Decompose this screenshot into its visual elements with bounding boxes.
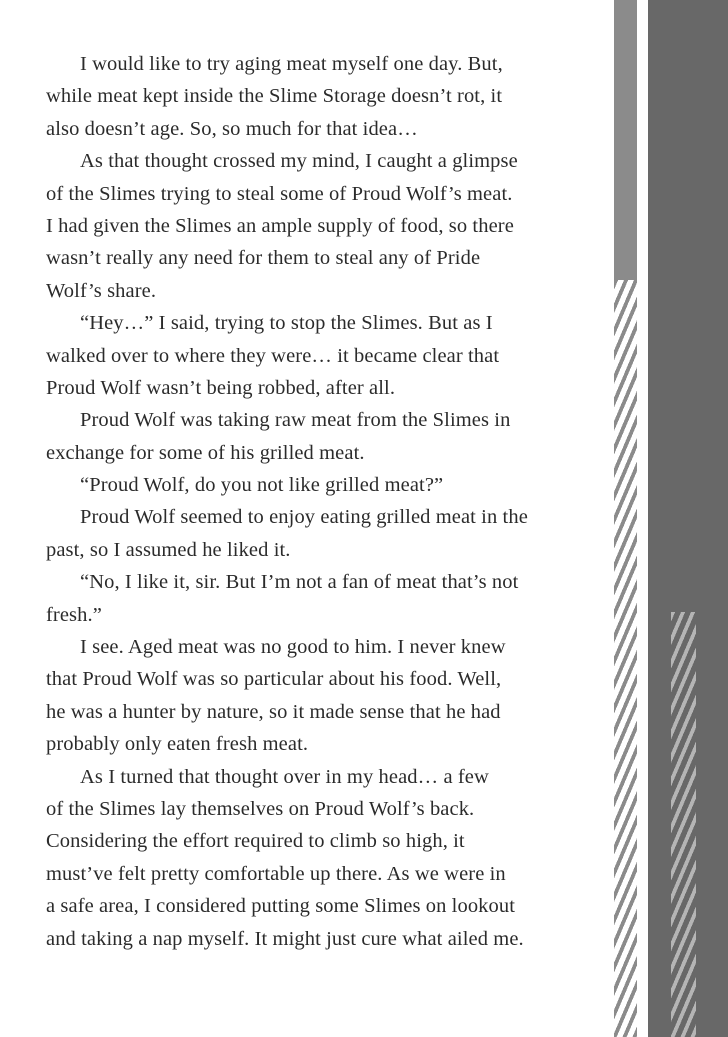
text-line: Wolf’s share. (46, 279, 157, 302)
text-line: As that thought crossed my mind, I caught a glimpse (80, 150, 518, 173)
column-hatched-band (671, 612, 696, 1037)
text-line: Proud Wolf was taking raw meat from the Slimes in (80, 409, 511, 432)
text-line: walked over to where they were… it became clear that (46, 344, 500, 367)
text-line: I had given the Slimes an ample supply of food, so there (46, 214, 514, 237)
text-line: Proud Wolf seemed to enjoy eating grilled meat in the (80, 506, 528, 529)
text-line: must’ve felt pretty comfortable up there. As we were in (46, 862, 506, 885)
text-line: I would like to try aging meat myself one day. But, (80, 53, 503, 75)
text-line: he was a hunter by nature, so it made sense that he had (46, 700, 501, 723)
text-line: fresh.” (46, 603, 102, 626)
text-line: a safe area, I considered putting some Slimes on lookout (46, 895, 516, 918)
side-strip-hatched-segment (614, 280, 637, 1037)
book-text-block (46, 48, 614, 955)
text-line: As I turned that thought over in my head… a few (80, 765, 489, 788)
text-line: and taking a nap myself. It might just cure what ailed me. (46, 927, 524, 950)
side-strip-solid-segment (614, 0, 637, 280)
text-line: “No, I like it, sir. But I’m not a fan of meat that’s not (80, 571, 519, 594)
text-line: exchange for some of his grilled meat. (46, 441, 365, 464)
text-line: also doesn’t age. So, so much for that idea… (46, 117, 418, 140)
text-line: Considering the effort required to climb so high, it (46, 830, 465, 853)
text-line: Proud Wolf wasn’t being robbed, after all. (46, 376, 396, 399)
text-line: I see. Aged meat was no good to him. I never knew (80, 636, 506, 659)
text-line: while meat kept inside the Slime Storage doesn’t rot, it (46, 85, 503, 108)
text-line: past, so I assumed he liked it. (46, 538, 291, 561)
text-line: “Proud Wolf, do you not like grilled meat?” (80, 474, 444, 497)
text-line: that Proud Wolf was so particular about his food. Well, (46, 668, 502, 691)
text-line: of the Slimes trying to steal some of Proud Wolf’s meat. (46, 182, 513, 205)
text-line: “Hey…” I said, trying to stop the Slimes. But as I (80, 312, 493, 335)
text-line: wasn’t really any need for them to steal any of Pride (46, 247, 481, 270)
text-line: probably only eaten fresh meat. (46, 733, 309, 756)
right-margin-column (648, 0, 728, 1037)
text-line: of the Slimes lay themselves on Proud Wolf’s back. (46, 797, 475, 820)
